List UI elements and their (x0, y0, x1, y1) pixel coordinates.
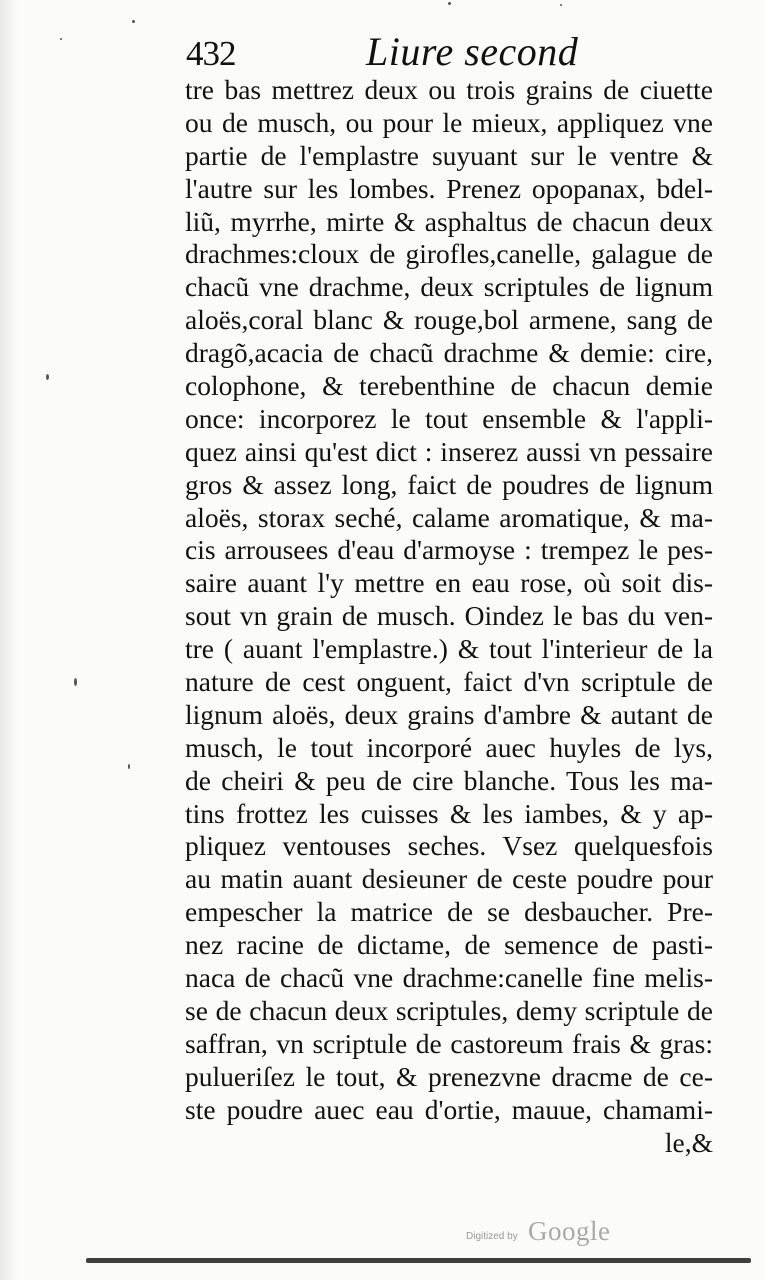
text-line: tre bas mettrez deux ou trois grains de ciuette (185, 74, 713, 105)
text-line: musch, le tout incorporé auec huyles de lys, (185, 731, 713, 763)
text-line: ste poudre auec eau d'ortie, mauue, chamami- (185, 1093, 713, 1125)
text-line: dragõ,acacia de chacũ drachme & demie: cire, (185, 337, 713, 369)
text-line: once: incorporez le tout ensemble & l'appli- (185, 402, 713, 434)
text-line: liũ, myrrhe, mirte & asphaltus de chacun deux (185, 205, 713, 237)
running-title: Liure second (366, 29, 579, 74)
ink-speck (128, 764, 130, 769)
ink-speck (448, 2, 451, 5)
text-line: nature de cest onguent, faict d'vn scriptule de (185, 666, 713, 698)
text-line: tins frottez les cuisses & les iambes, & y ap- (185, 797, 713, 829)
text-line: empescher la matrice de se desbaucher. Pre- (185, 896, 713, 928)
text-line: aloës, storax seché, calame aromatique, & ma- (185, 501, 713, 533)
text-line: aloës,coral blanc & rouge,bol armene, sang de (185, 304, 713, 336)
scan-bottom-edge (86, 1258, 751, 1263)
text-line: saffran, vn scriptule de castoreum frais & gras: (185, 1027, 713, 1059)
ink-speck (60, 38, 62, 40)
ink-speck (132, 20, 135, 23)
text-line: l'autre sur les lombes. Prenez opopanax, bdel- (185, 172, 713, 204)
text-line: gros & assez long, faict de poudres de lignum (185, 468, 713, 500)
text-line: de cheiri & peu de cire blanche. Tous les ma- (185, 764, 713, 796)
ink-speck (560, 4, 562, 6)
text-line: sout vn grain de musch. Oindez le bas du ven- (185, 600, 713, 632)
body-text (185, 74, 713, 1159)
text-line: colophone, & terebenthine de chacun demie (185, 370, 713, 402)
text-line: tre ( auant l'emplastre.) & tout l'interieur de la (185, 633, 713, 665)
page-gutter-shadow (0, 0, 18, 1280)
text-line: saire auant l'y mettre en eau rose, où soit dis- (185, 567, 713, 599)
text-line: quez ainsi qu'est dict : inserez aussi vn pessaire (185, 435, 713, 467)
google-watermark (466, 1218, 646, 1252)
catchword: le,& (664, 1126, 713, 1158)
text-line: se de chacun deux scriptules, demy scriptule de (185, 994, 713, 1026)
text-line: chacũ vne drachme, deux scriptules de lignum (185, 271, 713, 303)
page-number: 432 (186, 34, 236, 73)
text-line: partie de l'emplastre suyuant sur le ventre & (185, 139, 713, 171)
text-line: lignum aloës, deux grains d'ambre & autant de (185, 698, 713, 730)
text-line: cis arrousees d'eau d'armoyse : trempez le pes- (185, 534, 713, 566)
text-line: pulueriſez le tout, & prenezvne dracme de ce- (185, 1060, 713, 1092)
text-line: au matin auant desieuner de ceste poudre pour (185, 863, 713, 895)
digitized-by-label: Digitized by (466, 1231, 518, 1242)
text-line: naca de chacũ vne drachme:canelle fine melis- (185, 962, 713, 994)
text-line: pliquez ventouses seches. Vsez quelquesfois (185, 830, 713, 862)
text-line: nez racine de dictame, de semence de pasti- (185, 929, 713, 961)
google-logo: Google (528, 1216, 611, 1246)
page-header (186, 26, 726, 76)
ink-speck (46, 374, 49, 380)
text-line: ou de musch, ou pour le mieux, appliquez vne (185, 106, 713, 138)
ink-speck (74, 678, 77, 686)
text-line: drachmes:cloux de girofles,canelle, galague de (185, 238, 713, 270)
